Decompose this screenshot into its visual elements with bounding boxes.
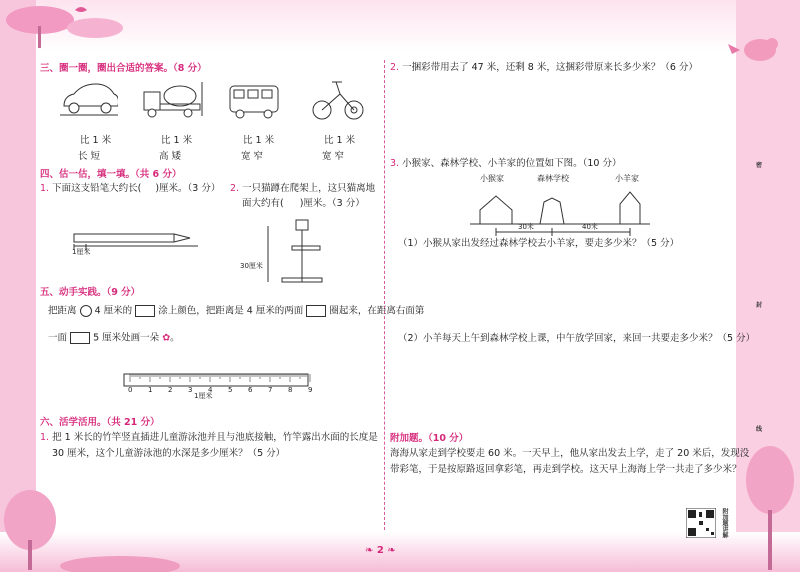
balloon-icon xyxy=(80,305,92,317)
q3-line xyxy=(390,158,621,169)
extra-line1: 海海从家走到学校要走 60 米。一天早上，他从家出发去上学，走了 20 米后，发现没 xyxy=(390,448,750,459)
bird-decor-icon xyxy=(720,20,790,70)
page-number: ❧ 2 ❧ xyxy=(365,545,396,556)
vehicle-4-choice[interactable]: 宽 窄 xyxy=(322,151,345,162)
answer-ruler-unit: 1厘米 xyxy=(194,392,213,400)
right-column xyxy=(390,58,756,538)
pencil-ruler-label: 1厘米 xyxy=(72,248,91,256)
vehicle-3-choice[interactable]: 宽 窄 xyxy=(241,151,264,162)
ruler-tick-label: 4 xyxy=(208,386,213,394)
s4-q1 xyxy=(40,183,220,194)
qr-label: 附加题讲解 xyxy=(721,508,728,538)
extra-title: 附加题。（10 分） xyxy=(390,433,469,444)
ruler-tick-label: 9 xyxy=(308,386,313,394)
s4-q2-text-a: 一只猫蹲在爬架上，这只猫离地 xyxy=(242,183,376,194)
ruler-tick-label: 2 xyxy=(168,386,173,394)
section-5-title: 五、动手实践。（9 分） xyxy=(40,287,141,298)
ruler-tick-label: 8 xyxy=(288,386,293,394)
left-column xyxy=(40,58,425,538)
s5-line2-c: 。 xyxy=(170,332,180,344)
cat-tower-image xyxy=(258,216,348,286)
tree-decor-icon xyxy=(0,0,140,54)
s6-q1-num: 1. xyxy=(40,432,50,443)
distance-40: 40米 xyxy=(582,223,598,231)
vehicle-4-compare: 比 1 米 xyxy=(324,135,356,146)
tricycle-image xyxy=(310,78,366,122)
vehicle-3-compare: 比 1 米 xyxy=(243,135,275,146)
section-6-title: 六、活学活用。（共 21 分） xyxy=(40,417,160,428)
s6-q1-line1 xyxy=(40,432,378,443)
distance-30: 30米 xyxy=(518,223,534,231)
column-divider xyxy=(384,60,385,530)
s4-q1-text-a: 下面这支铅笔大约长( xyxy=(52,183,142,194)
ruler-tick-label: 7 xyxy=(268,386,273,394)
vehicle-1-compare: 比 1 米 xyxy=(80,135,112,146)
vehicle-2-compare: 比 1 米 xyxy=(161,135,193,146)
car-image xyxy=(60,78,118,118)
loc-sheep-home: 小羊家 xyxy=(615,174,639,183)
q2-num: 2. xyxy=(390,62,400,73)
s5-line1-c: 涂上颜色，把距离是 4 厘米的两面 xyxy=(158,305,304,317)
s6-q1-text-1: 把 1 米长的竹竿竖直插进儿童游泳池并且与池底接触，竹竿露出水面的长度是 xyxy=(52,432,378,443)
s5-line1 xyxy=(48,305,424,317)
location-map-image xyxy=(470,186,650,240)
ruler-tick-label: 3 xyxy=(188,386,193,394)
page-number-value: 2 xyxy=(376,545,384,556)
q2-line xyxy=(390,62,698,73)
margin-mi: 密 xyxy=(756,162,763,169)
q3-sub1: （1）小猴从家出发经过森林学校去小羊家，要走多少米？（5 分） xyxy=(398,238,680,249)
flag-icon xyxy=(70,332,90,344)
s4-q2-num: 2. xyxy=(230,183,240,194)
ruler-tick-label: 1 xyxy=(148,386,153,394)
ruler-tick-label: 6 xyxy=(248,386,253,394)
pencil-ruler-image xyxy=(72,230,202,258)
q2-text: 一捆彩带用去了 47 米，还剩 8 米，这捆彩带原来长多少米？（6 分） xyxy=(402,62,698,73)
s4-q1-num: 1. xyxy=(40,183,50,194)
section-3-title: 三、圈一圈，圈出合适的答案。（8 分） xyxy=(40,63,207,74)
flag-icon xyxy=(135,305,155,317)
section-4-title: 四、估一估，填一填。（共 6 分） xyxy=(40,169,182,180)
s5-line2 xyxy=(48,332,180,344)
vehicle-2-choice[interactable]: 高 矮 xyxy=(159,151,182,162)
s5-line1-d: 圈起来，在距离右面第 xyxy=(329,305,425,317)
ruler-tick-label: 0 xyxy=(128,386,133,394)
q3-text: 小猴家、森林学校、小羊家的位置如下图。（10 分） xyxy=(402,158,622,169)
margin-xian: 线 xyxy=(756,426,763,433)
margin-feng: 封 xyxy=(756,302,763,309)
q3-sub2: （2）小羊每天上午到森林学校上课，中午放学回家，来回一共要走多少米？（5 分） xyxy=(398,333,756,344)
flower-icon: ✿ xyxy=(162,332,171,344)
bus-image xyxy=(226,80,284,120)
s6-q1-line2: 30 厘米，这个儿童游泳池的水深是多少厘米？（5 分） xyxy=(52,448,286,459)
extra-line2: 带彩笔，于是按原路返回拿彩笔，再走到学校。这天早上海海上学一共走了多少米？ xyxy=(390,464,742,475)
s4-q2-text-b: 面大约有( xyxy=(242,198,284,209)
mixer-truck-image xyxy=(142,78,204,120)
loc-forest-school: 森林学校 xyxy=(537,174,569,183)
s5-line2-a: 一面 xyxy=(48,332,68,344)
loc-monkey-home: 小猴家 xyxy=(480,174,504,183)
s4-q1-text-b: )厘米。（3 分） xyxy=(155,183,221,194)
vehicle-1-choice[interactable]: 长 短 xyxy=(78,151,101,162)
ruler-tick-label: 5 xyxy=(228,386,233,394)
s5-line1-b: 4 厘米的 xyxy=(94,305,133,317)
s5-line2-b: 5 厘米处画一朵 xyxy=(93,332,160,344)
s4-q2-text-c: )厘米。（3 分） xyxy=(299,198,365,209)
cat-height-label: 30厘米 xyxy=(240,262,263,270)
s4-q2 xyxy=(230,183,375,194)
s5-line1-a: 把距离 xyxy=(48,305,77,317)
s4-q2-line2 xyxy=(242,198,365,209)
flag-icon xyxy=(306,305,326,317)
q3-num: 3. xyxy=(390,158,400,169)
qr-code-icon[interactable] xyxy=(686,508,716,538)
